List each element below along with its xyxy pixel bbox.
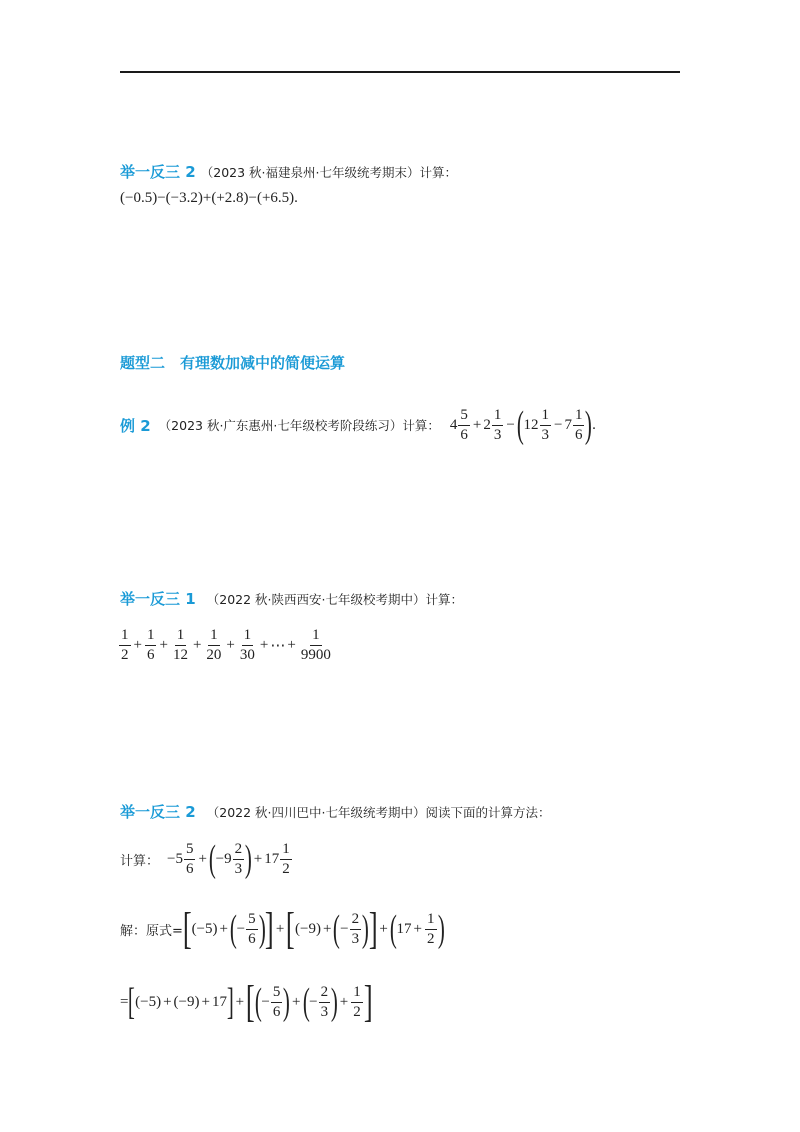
term: (−9) (173, 993, 200, 1010)
op: + (275, 920, 285, 937)
problem-practice-2a-expression: (−0.5)−(−3.2)+(+2.8)−(+6.5). (120, 190, 298, 206)
op: + (159, 637, 168, 653)
sign: − (309, 993, 318, 1010)
fraction: $\frac{5}{6}$ (248, 910, 256, 947)
solution-expression-1 (182, 904, 445, 953)
problem-practice-1-expression (118, 628, 334, 663)
fraction: $\frac{1}{2}$ (121, 627, 129, 663)
op: + (235, 993, 245, 1010)
op: + (259, 637, 269, 653)
paren: ( (516, 404, 524, 446)
problem-source: （2022 秋·陕西西安·七年级校考期中）计算： (206, 592, 463, 607)
solution-line-2 (120, 977, 373, 1026)
op: + (413, 920, 422, 937)
sign: − (340, 920, 349, 937)
paren: ( (333, 908, 341, 950)
problem-practice-2a-heading (120, 161, 457, 182)
fraction: $\frac{2}{3}$ (320, 983, 329, 1020)
op: + (198, 850, 207, 867)
solution-label: 解：原式= (120, 923, 183, 939)
whole-part: 12 (523, 416, 539, 433)
problem-practice-2b-heading (120, 801, 551, 822)
op: − (554, 416, 563, 433)
problem-source: （2022 秋·四川巴中·七年级统考期中）阅读下面的计算方法： (206, 805, 551, 820)
paren: ( (389, 908, 397, 950)
whole-part: 17 (264, 850, 280, 867)
fraction: $\frac{1}{2}$ (353, 983, 361, 1020)
paren: ) (437, 908, 445, 950)
fraction: $\frac{2}{3}$ (351, 910, 360, 947)
example-label: 例 2 (120, 416, 151, 435)
fraction: $\frac{1}{30}$ (239, 627, 255, 663)
example-2-expression (450, 406, 596, 444)
op: + (339, 993, 349, 1010)
op: + (472, 416, 482, 433)
op: + (287, 637, 296, 653)
bracket: ] (368, 904, 378, 953)
calc-line (120, 840, 293, 878)
calc-label: 计算： (120, 853, 160, 869)
op: + (226, 637, 235, 653)
paren: ) (361, 908, 369, 950)
fraction: $\frac{1}{3}$ (493, 406, 502, 443)
period: . (592, 416, 596, 433)
example-2 (120, 406, 596, 444)
paren: ( (254, 981, 262, 1023)
op: + (201, 993, 210, 1010)
whole-part: −5 (167, 850, 183, 867)
solution-line-1 (120, 904, 445, 953)
bracket: [ (246, 977, 255, 1026)
fraction: $\frac{1}{3}$ (541, 406, 549, 443)
op: + (219, 920, 228, 937)
paren: ( (302, 981, 310, 1023)
ellipsis: ⋯ (270, 638, 286, 654)
op: + (292, 993, 301, 1010)
solution-expression-2 (120, 977, 373, 1026)
bracket: [ (286, 904, 296, 953)
fraction: $\frac{1}{12}$ (172, 627, 188, 663)
term: (−5) (135, 993, 162, 1010)
whole-part: 2 (483, 416, 491, 433)
term: (−5) (191, 920, 218, 937)
whole-part: 4 (449, 416, 458, 433)
fraction: $\frac{1}{2}$ (282, 840, 290, 877)
problem-label: 举一反三 1 (120, 590, 196, 608)
op: − (506, 416, 515, 433)
term: (−9) (295, 920, 321, 937)
header-rule (120, 71, 680, 73)
paren: ) (283, 981, 291, 1023)
problem-label: 举一反三 2 (120, 803, 196, 821)
fraction: $\frac{1}{6}$ (146, 627, 155, 663)
fraction: $\frac{2}{3}$ (234, 840, 243, 877)
paren: ( (208, 838, 216, 880)
bracket: [ (182, 904, 192, 953)
term: 17 (396, 920, 412, 937)
op: + (133, 637, 142, 653)
fraction: $\frac{1}{2}$ (427, 910, 435, 947)
bracket: [ (128, 981, 136, 1023)
fraction: $\frac{5}{6}$ (185, 840, 194, 877)
problem-label: 举一反三 2 (120, 163, 196, 181)
bracket: ] (226, 981, 234, 1023)
sign: − (261, 993, 270, 1010)
paren: ) (258, 908, 266, 950)
paren: ) (585, 404, 593, 446)
fraction: $\frac{5}{6}$ (272, 983, 281, 1020)
problem-practice-1-heading (120, 588, 463, 609)
fraction: $\frac{1}{9900}$ (300, 627, 331, 663)
example-source: （2023 秋·广东惠州·七年级校考阶段练习）计算： (158, 418, 440, 433)
calc-expression (167, 840, 293, 878)
problem-source: （2023 秋·福建泉州·七年级统考期末）计算： (200, 165, 457, 180)
fraction: $\frac{1}{20}$ (206, 627, 222, 663)
op: + (163, 993, 172, 1010)
paren: ) (330, 981, 338, 1023)
fraction: $\frac{1}{6}$ (574, 406, 583, 443)
op: + (323, 920, 332, 937)
fraction: $\frac{5}{6}$ (460, 406, 468, 443)
bracket: ] (363, 977, 373, 1026)
equals: = (120, 993, 129, 1010)
op: + (192, 637, 202, 653)
op: + (253, 850, 263, 867)
bracket: ] (265, 904, 274, 953)
paren: ( (229, 908, 237, 950)
term: 17 (211, 993, 227, 1010)
paren: ) (244, 838, 252, 880)
whole-part: −9 (215, 850, 232, 867)
whole-part: 7 (564, 416, 572, 433)
section-title: 题型二 有理数加减中的简便运算 (120, 354, 346, 372)
op: + (379, 920, 388, 937)
sign: − (236, 920, 246, 937)
